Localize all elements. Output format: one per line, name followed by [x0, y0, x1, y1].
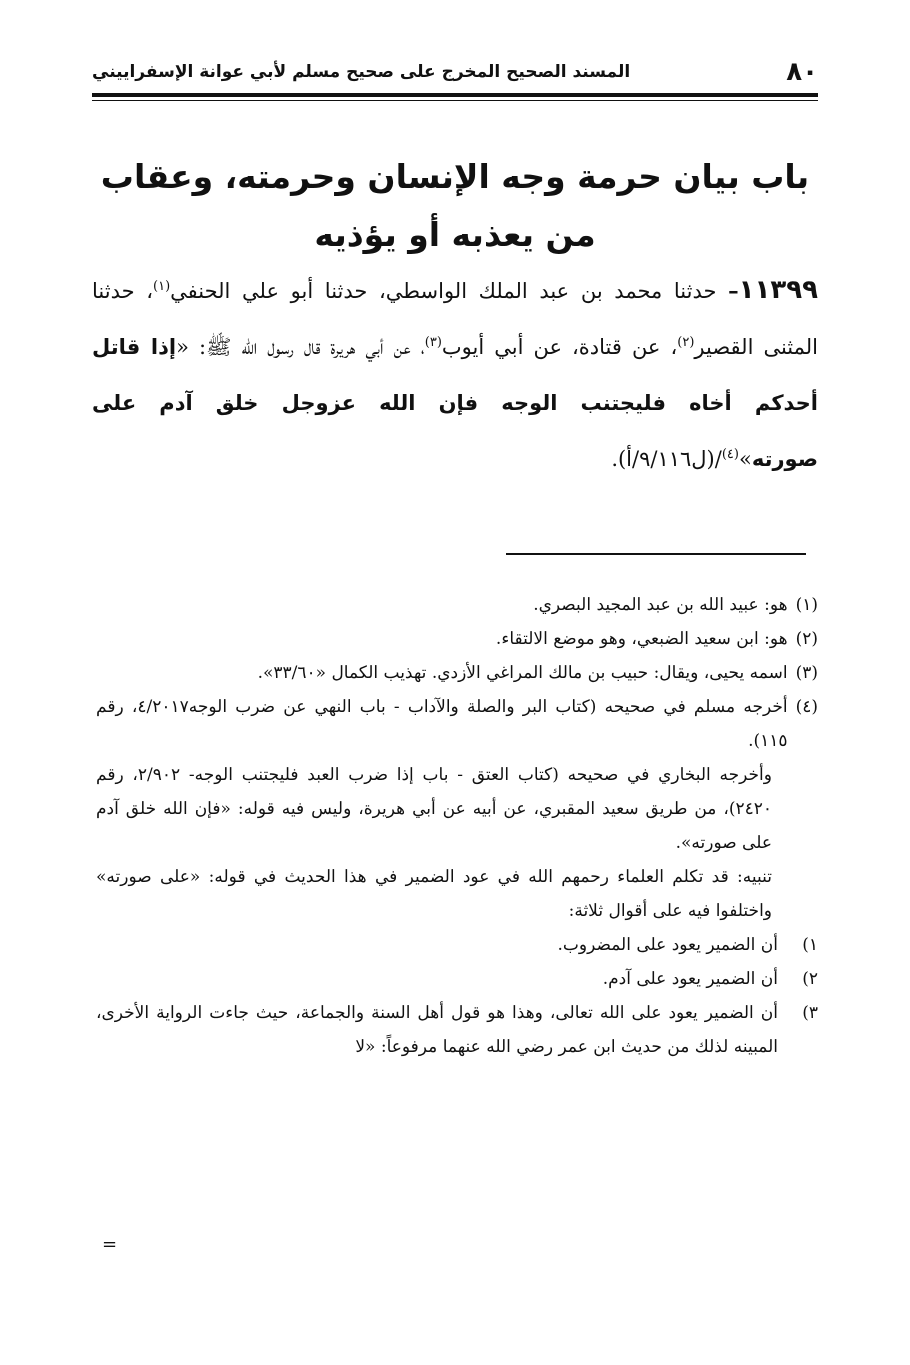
- isnad-part-1: حدثنا محمد بن عبد الملك الواسطي، حدثنا أبو علي الحنفي: [170, 279, 717, 303]
- footnote-text: هو: ابن سعيد الضبعي، وهو موضع الالتقاء.: [495, 629, 788, 649]
- footnote-label: (٣): [795, 663, 818, 683]
- opinion-number: ٣): [802, 1003, 818, 1023]
- footnote-label: (٢): [795, 629, 818, 649]
- opinion-text: أن الضمير يعود على المضروب.: [557, 935, 778, 955]
- footnote-text: اسمه يحيى، ويقال: حبيب بن مالك المراغي الأزدي. تهذيب الكمال «٣٣/٦٠».: [257, 663, 788, 683]
- footnote-4: [96, 690, 818, 758]
- footnote-2: [96, 622, 818, 656]
- header-rule-thin: [92, 100, 818, 101]
- hadith-dash: –: [728, 278, 739, 303]
- opinion-text: أن الضمير يعود على الله تعالى، وهذا هو قول أهل السنة والجماعة، حيث جاءت الرواية الأخرى، المبينه لذلك من حديث ابن عمر رضي الله عنهما مرفوعاً: «لا: [96, 1003, 778, 1057]
- chapter-title: باب بيان حرمة وجه الإنسان وحرمته، وعقاب من يعذبه أو يؤذيه: [100, 157, 810, 254]
- footnote-text: هو: عبيد الله بن عبد المجيد البصري.: [533, 595, 788, 615]
- isnad-part-2: ، حدثنا المثنى القصير: [92, 279, 818, 359]
- opinion-item-3: [96, 996, 818, 1064]
- page-header: [92, 56, 818, 88]
- opinion-text: أن الضمير يعود على آدم.: [602, 969, 778, 989]
- isnad-part-3: ، عن قتادة، عن أبي أيوب: [441, 335, 678, 359]
- continuation-mark: =: [102, 1234, 118, 1255]
- opinion-number: ١): [802, 935, 818, 955]
- footnote-text: أخرجه مسلم في صحيحه (كتاب البر والصلة والآداب - باب النهي عن ضرب الوجه٤/٢٠١٧، رقم ١١٥).: [96, 697, 788, 751]
- footnotes: [96, 588, 818, 1064]
- isnad-part-4: ، عن أبي هريرة قال رسول الله ﷺ: «: [176, 335, 425, 359]
- hadith-matn: إذا قاتل أحدكم أخاه فليجتنب الوجه فإن الله عزوجل خلق آدم على صورته: [92, 335, 818, 471]
- footnote-separator: [506, 553, 806, 555]
- header-rule-thick: [92, 93, 818, 97]
- opinion-number: ٢): [802, 969, 818, 989]
- hadith-number: ١١٣٩٩: [738, 275, 818, 305]
- footnote-ref-4: (٤): [721, 447, 739, 462]
- footnote-label: (١): [795, 595, 818, 615]
- footnote-ref-3: (٣): [424, 335, 442, 350]
- page-number: ٨٠: [786, 57, 818, 87]
- footnote-tanbih: تنبيه: قد تكلم العلماء رحمهم الله في عود الضمير في هذا الحديث في قوله: «على صورته» واختلفوا فيه على أقوال ثلاثة:: [96, 867, 772, 921]
- folio-reference: /(ل٩/١١٦/أ).: [611, 447, 722, 471]
- hadith-text: [92, 262, 818, 487]
- footnote-label: (٤): [795, 697, 818, 717]
- footnote-ref-1: (١): [153, 279, 171, 294]
- opinion-item-1: [96, 928, 818, 962]
- running-title: المسند الصحيح المخرج على صحيح مسلم لأبي عوانة الإسفراييني: [92, 62, 631, 82]
- footnote-bukhari: وأخرجه البخاري في صحيحه (كتاب العتق - باب إذا ضرب العبد فليجتنب الوجه- ٢/٩٠٢، رقم ٢٤٢٠)، من طريق سعيد المقبري، عن أبيه عن أبي هريرة، وليس فيه قوله: «فإن الله خلق آدم على صورته».: [96, 765, 772, 853]
- matn-close-quote: »: [738, 447, 752, 471]
- footnote-ref-2: (٢): [677, 335, 695, 350]
- footnote-1: [96, 588, 818, 622]
- opinion-item-2: [96, 962, 818, 996]
- footnote-3: [96, 656, 818, 690]
